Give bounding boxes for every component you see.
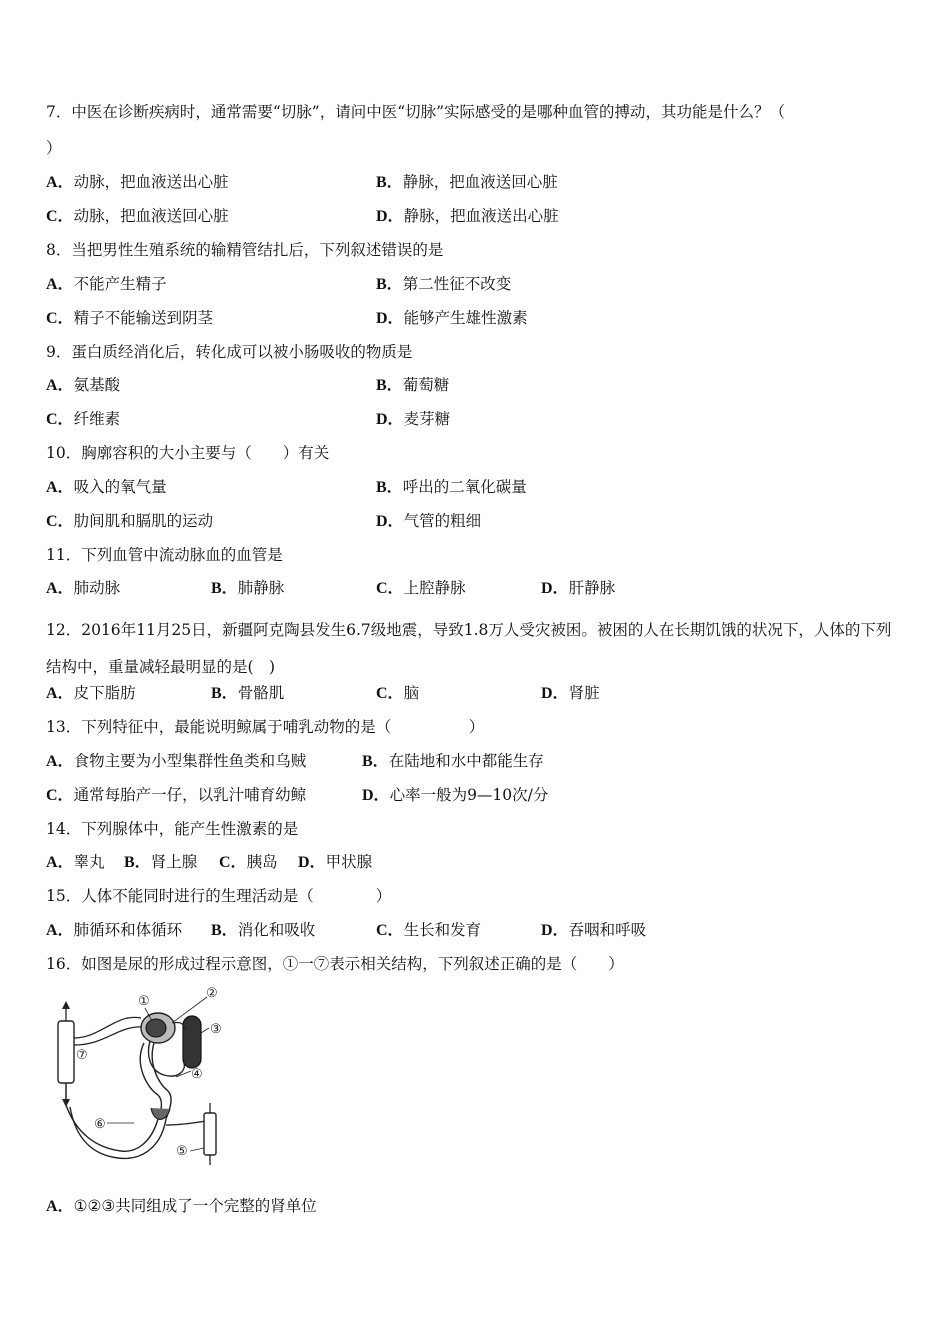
option-text: 食物主要为小型集群性鱼类和乌贼 [73, 752, 307, 770]
option-text: 氨基酸 [73, 376, 121, 394]
q11-option-a [46, 578, 120, 599]
option-text: 动脉，把血液送出心脏 [73, 173, 229, 191]
structure-3-capillary [183, 1016, 201, 1068]
q16-option-a [46, 1196, 317, 1217]
option-text: 不能产生精子 [73, 275, 167, 293]
option-text: 静脉，把血液送出心脏 [403, 207, 559, 225]
option-label: A． [46, 580, 74, 597]
structure-1-glomerulus [146, 1019, 166, 1037]
question-14-stem: 14．下列腺体中，能产生性激素的是 [46, 820, 299, 838]
structure-7-tube [58, 1021, 74, 1083]
q7-option-a [46, 172, 229, 193]
option-text: 心率一般为9—10次/分 [389, 786, 549, 804]
q9-option-c [46, 409, 120, 430]
q9-option-d [376, 409, 450, 430]
option-label: D． [298, 854, 326, 871]
question-7-stem: 7．中医在诊断疾病时，通常需要“切脉”，请问中医“切脉”实际感受的是哪种血管的搏动，其功能是什么？（ [46, 103, 786, 121]
option-text: 气管的粗细 [403, 512, 482, 530]
q11-option-c [376, 578, 466, 599]
option-label: A． [46, 685, 74, 702]
option-text: 肺静脉 [237, 579, 285, 597]
option-text: ①②③共同组成了一个完整的肾单位 [73, 1197, 317, 1215]
q7-option-c [46, 206, 229, 227]
question-12-stem: 12．2016年11月25日，新疆阿克陶县发生6.7级地震，导致1.8万人受灾被困。被困的人在长期饥饿的状况下，人体的下列结构中，重量减轻最明显的是( ) [46, 621, 892, 676]
efferent-vessel [74, 1027, 144, 1045]
option-label: A． [46, 377, 74, 394]
figure-label-5: ⑤ [176, 1144, 188, 1159]
option-text: 精子不能输送到阴茎 [73, 309, 214, 327]
option-label: C． [46, 411, 74, 428]
option-text: 纤维素 [73, 410, 121, 428]
q14-option-a [46, 852, 105, 873]
option-label: B． [211, 580, 238, 597]
option-text: 肾脏 [568, 684, 600, 702]
option-text: 肝静脉 [568, 579, 616, 597]
q14-option-d [298, 852, 372, 873]
option-label: A． [46, 276, 74, 293]
option-label: D． [362, 787, 390, 804]
q8-option-b [376, 274, 511, 295]
q12-option-a [46, 683, 136, 704]
q15-option-a [46, 920, 182, 941]
question-15-stem: 15．人体不能同时进行的生理活动是（ ） [46, 887, 392, 905]
vessel-line [166, 1121, 206, 1125]
q10-option-d [376, 511, 481, 532]
option-text: 葡萄糖 [402, 376, 450, 394]
q15-option-b [211, 920, 315, 941]
question-8-stem: 8．当把男性生殖系统的输精管结扎后，下列叙述错误的是 [46, 241, 444, 259]
q7-option-b [376, 172, 558, 193]
option-text: 肋间肌和膈肌的运动 [73, 512, 214, 530]
option-text: 静脉，把血液送回心脏 [402, 173, 558, 191]
option-label: B． [376, 276, 403, 293]
q13-option-a [46, 751, 306, 772]
option-label: A． [46, 174, 74, 191]
option-text: 呼出的二氧化碳量 [402, 478, 527, 496]
option-label: D． [376, 513, 404, 530]
option-text: 脑 [403, 684, 420, 702]
q12-option-d [541, 683, 600, 704]
option-text: 消化和吸收 [237, 921, 316, 939]
option-label: A． [46, 922, 74, 939]
option-text: 麦芽糖 [403, 410, 451, 428]
arrow-head-icon [62, 1001, 70, 1009]
option-text: 肾上腺 [150, 853, 198, 871]
question-11-stem: 11．下列血管中流动脉血的血管是 [46, 546, 283, 564]
q12-option-c [376, 683, 419, 704]
question-9-stem: 9．蛋白质经消化后，转化成可以被小肠吸收的物质是 [46, 343, 413, 361]
q13-option-b [362, 751, 544, 772]
option-label: D． [376, 208, 404, 225]
option-label: B． [376, 377, 403, 394]
q11-option-d [541, 578, 615, 599]
option-label: C． [376, 922, 404, 939]
option-text: 肺动脉 [73, 579, 121, 597]
option-label: B． [211, 922, 238, 939]
option-label: A． [46, 854, 74, 871]
q7-option-d [376, 206, 559, 227]
q9-option-a [46, 375, 120, 396]
option-text: 通常每胎产一仔，以乳汁哺育幼鲸 [73, 786, 307, 804]
option-text: 第二性征不改变 [402, 275, 512, 293]
option-text: 甲状腺 [325, 853, 373, 871]
figure-label-1: ① [138, 994, 150, 1009]
figure-label-2: ② [206, 986, 218, 1001]
figure-label-6: ⑥ [94, 1117, 106, 1132]
q10-option-b [376, 477, 527, 498]
tubule-loop [140, 1043, 161, 1119]
leader-line [190, 1148, 204, 1151]
option-label: B． [211, 685, 238, 702]
question-16-stem: 16．如图是尿的形成过程示意图，①一⑦表示相关结构，下列叙述正确的是（ ） [46, 955, 624, 973]
option-label: C． [46, 208, 74, 225]
q8-option-d [376, 308, 528, 329]
option-label: A． [46, 1198, 74, 1215]
option-text: 上腔静脉 [403, 579, 466, 597]
question-7-stem-continued: ） [46, 139, 62, 157]
option-label: B． [376, 174, 403, 191]
option-text: 吞咽和呼吸 [568, 921, 647, 939]
nephron-diagram [46, 983, 231, 1165]
q13-option-d [362, 785, 548, 806]
figure-label-4: ④ [191, 1067, 203, 1082]
option-text: 吸入的氧气量 [73, 478, 167, 496]
option-label: C． [46, 310, 74, 327]
option-label: C． [376, 685, 404, 702]
figure-label-3: ③ [210, 1022, 222, 1037]
option-text: 皮下脂肪 [73, 684, 136, 702]
option-text: 动脉，把血液送回心脏 [73, 207, 229, 225]
q15-option-c [376, 920, 481, 941]
figure-label-7: ⑦ [76, 1048, 88, 1063]
option-label: B． [124, 854, 151, 871]
question-10-stem: 10．胸廓容积的大小主要与（ ）有关 [46, 444, 330, 462]
option-text: 在陆地和水中都能生存 [388, 752, 544, 770]
option-text: 能够产生雄性激素 [403, 309, 528, 327]
q8-option-a [46, 274, 167, 295]
option-text: 胰岛 [246, 853, 278, 871]
option-label: D． [376, 310, 404, 327]
option-label: B． [376, 479, 403, 496]
q8-option-c [46, 308, 213, 329]
option-label: A． [46, 753, 74, 770]
structure-5-tube [204, 1113, 216, 1155]
structure-6-vessel [66, 1105, 158, 1151]
option-text: 睾丸 [73, 853, 105, 871]
option-text: 肺循环和体循环 [73, 921, 183, 939]
leader-line [201, 1028, 209, 1033]
option-label: D． [541, 685, 569, 702]
option-text: 生长和发育 [403, 921, 482, 939]
q12-option-b [211, 683, 284, 704]
option-label: C． [219, 854, 247, 871]
option-label: C． [376, 580, 404, 597]
q10-option-c [46, 511, 213, 532]
q13-option-c [46, 785, 306, 806]
option-label: A． [46, 479, 74, 496]
option-label: C． [46, 513, 74, 530]
q11-option-b [211, 578, 284, 599]
option-text: 骨骼肌 [237, 684, 285, 702]
option-label: D． [541, 580, 569, 597]
option-label: D． [376, 411, 404, 428]
option-label: B． [362, 753, 389, 770]
question-13-stem: 13．下列特征中，最能说明鲸属于哺乳动物的是（ ） [46, 718, 485, 736]
option-label: D． [541, 922, 569, 939]
q9-option-b [376, 375, 449, 396]
structure-4-tubule [149, 1041, 185, 1076]
q15-option-d [541, 920, 646, 941]
option-label: C． [46, 787, 74, 804]
q14-option-b [124, 852, 197, 873]
q10-option-a [46, 477, 167, 498]
q14-option-c [219, 852, 278, 873]
